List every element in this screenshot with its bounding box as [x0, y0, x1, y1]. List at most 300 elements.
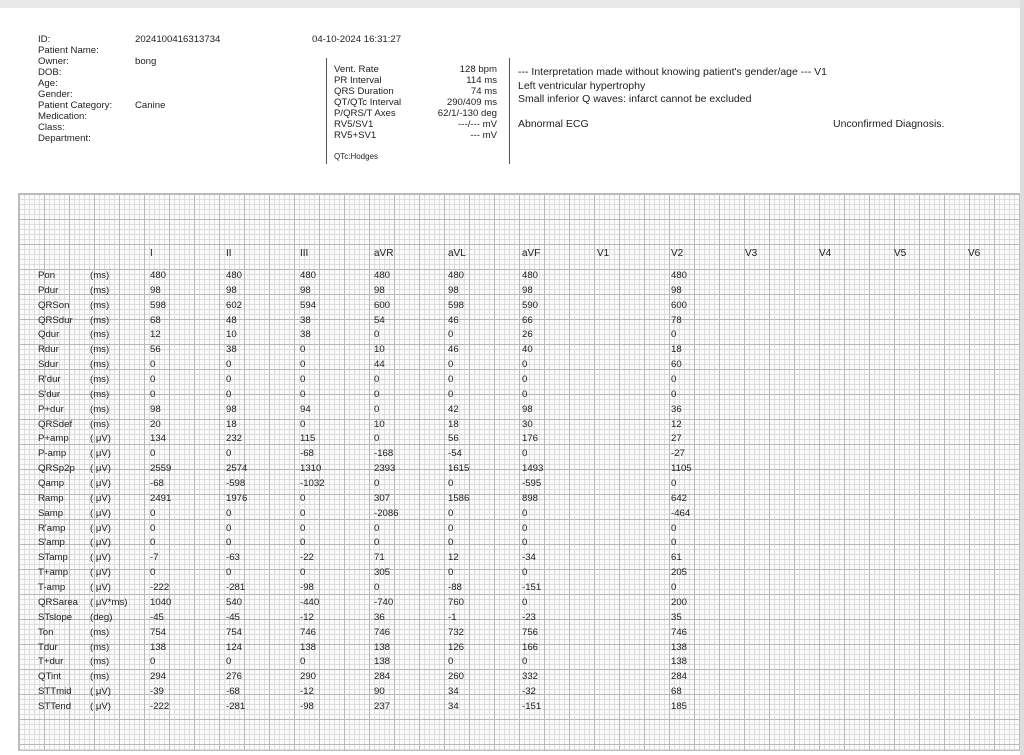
- table-cell: -222: [150, 700, 170, 712]
- table-cell: 2393: [374, 463, 396, 475]
- table-cell: 0: [374, 374, 380, 386]
- row-unit: ( μV*ms): [90, 596, 128, 608]
- table-cell: 98: [226, 284, 237, 296]
- table-cell: 0: [226, 567, 232, 579]
- table-cell: 0: [448, 329, 454, 341]
- table-cell: 0: [671, 388, 677, 400]
- table-cell: 540: [226, 596, 243, 608]
- table-cell: 0: [522, 656, 528, 668]
- table-cell: 20: [150, 418, 161, 430]
- table-cell: 2491: [150, 492, 172, 504]
- row-unit: ( μV): [90, 700, 111, 712]
- table-cell: 68: [671, 686, 682, 698]
- measurement-label: QT/QTc Interval: [334, 97, 402, 108]
- table-cell: 176: [522, 433, 539, 445]
- row-name: Qdur: [38, 329, 60, 341]
- table-cell: 0: [448, 374, 454, 386]
- row-name: T+dur: [38, 656, 64, 668]
- table-cell: 0: [226, 374, 232, 386]
- table-cell: -98: [300, 700, 314, 712]
- table-cell: 0: [448, 388, 454, 400]
- table-cell: 0: [150, 537, 156, 549]
- lead-header: aVR: [374, 248, 394, 259]
- table-cell: 124: [226, 641, 243, 653]
- table-cell: 0: [300, 359, 306, 371]
- table-cell: 0: [150, 656, 156, 668]
- table-cell: 480: [448, 270, 465, 281]
- row-unit: (ms): [90, 299, 110, 311]
- table-cell: -1032: [300, 478, 325, 490]
- table-cell: -12: [300, 686, 314, 698]
- table-cell: 0: [448, 522, 454, 534]
- table-cell: 0: [448, 567, 454, 579]
- table-cell: 0: [300, 492, 306, 504]
- table-cell: 10: [374, 418, 385, 430]
- row-name: T+amp: [38, 567, 69, 579]
- row-unit: ( μV): [90, 686, 111, 698]
- row-unit: (ms): [90, 284, 110, 296]
- row-name: R'dur: [38, 374, 61, 386]
- table-cell: 42: [448, 403, 459, 415]
- row-name: R'amp: [38, 522, 66, 534]
- row-name: S'dur: [38, 388, 61, 400]
- row-name: QRSdur: [38, 314, 73, 326]
- table-cell: 600: [374, 299, 391, 311]
- table-cell: 0: [374, 582, 380, 594]
- table-cell: 746: [671, 626, 688, 638]
- table-cell: 480: [150, 270, 167, 281]
- lead-header: V3: [745, 248, 758, 259]
- table-cell: 0: [374, 433, 380, 445]
- table-cell: 284: [671, 671, 688, 683]
- table-cell: 0: [300, 567, 306, 579]
- table-cell: -7: [150, 552, 159, 564]
- table-cell: 594: [300, 299, 317, 311]
- table-cell: 0: [150, 522, 156, 534]
- field-label: Owner:: [38, 56, 69, 67]
- table-cell: 0: [150, 374, 156, 386]
- record-datetime: 04-10-2024 16:31:27: [312, 34, 402, 45]
- table-cell: 166: [522, 641, 539, 653]
- table-cell: 138: [300, 641, 317, 653]
- table-cell: -12: [300, 611, 314, 623]
- row-unit: (ms): [90, 641, 110, 653]
- patient-field-values: [135, 34, 220, 144]
- interpretation-line: --- Interpretation made without knowing patient's gender/age --- V1: [518, 66, 828, 78]
- table-cell: 35: [671, 611, 682, 623]
- measurement-value: --- mV: [470, 130, 497, 141]
- table-cell: 0: [671, 478, 677, 490]
- table-cell: -68: [226, 686, 240, 698]
- row-unit: ( μV): [90, 567, 111, 579]
- table-cell: 732: [448, 626, 465, 638]
- row-name: P+dur: [38, 403, 64, 415]
- table-cell: 0: [522, 374, 528, 386]
- row-name: Ramp: [38, 492, 64, 504]
- row-unit: (deg): [90, 611, 113, 623]
- row-unit: (ms): [90, 418, 110, 430]
- table-cell: 36: [374, 611, 385, 623]
- table-cell: 276: [226, 671, 243, 683]
- row-name: STTend: [38, 700, 72, 712]
- table-cell: 98: [671, 284, 682, 296]
- table-cell: 0: [671, 329, 677, 341]
- table-cell: 0: [374, 522, 380, 534]
- field-value: 2024100416313734: [135, 34, 221, 45]
- field-label: DOB:: [38, 67, 62, 78]
- field-label: Class:: [38, 122, 65, 133]
- table-cell: 0: [671, 374, 677, 386]
- table-cell: -27: [671, 448, 685, 460]
- table-cell: 746: [300, 626, 317, 638]
- table-cell: 34: [448, 700, 459, 712]
- table-cell: 1040: [150, 596, 172, 608]
- table-cell: 18: [671, 344, 682, 356]
- table-cell: 54: [374, 314, 385, 326]
- field-value: [135, 133, 220, 144]
- table-cell: 0: [300, 418, 306, 430]
- row-name: QRSdef: [38, 418, 73, 430]
- table-cell: 126: [448, 641, 465, 653]
- table-cell: 0: [522, 567, 528, 579]
- table-cell: 480: [300, 270, 317, 281]
- measurement-value: 74 ms: [470, 86, 497, 97]
- table-cell: 34: [448, 686, 459, 698]
- measurement-label: P/QRS/T Axes: [334, 108, 396, 119]
- table-cell: 754: [226, 626, 243, 638]
- table-cell: 0: [226, 656, 232, 668]
- table-cell: -464: [671, 507, 691, 519]
- field-value: [135, 78, 220, 89]
- lead-header: V1: [597, 248, 610, 259]
- table-cell: 0: [448, 478, 454, 490]
- table-cell: 0: [374, 478, 380, 490]
- table-cell: 294: [150, 671, 167, 683]
- field-value: [135, 111, 220, 122]
- table-cell: 0: [522, 522, 528, 534]
- table-cell: 98: [522, 284, 533, 296]
- row-unit: (ms): [90, 344, 110, 356]
- table-cell: 305: [374, 567, 391, 579]
- patient-field-labels: [38, 34, 112, 144]
- table-cell: 1493: [522, 463, 544, 475]
- interpretation-line: Left ventricular hypertrophy: [518, 79, 646, 92]
- row-unit: ( μV): [90, 463, 111, 475]
- table-cell: 237: [374, 700, 391, 712]
- lead-header: V5: [894, 248, 907, 259]
- table-cell: 0: [374, 329, 380, 341]
- table-cell: -63: [226, 552, 240, 564]
- table-cell: 0: [300, 388, 306, 400]
- table-cell: 0: [522, 596, 528, 608]
- row-unit: (ms): [90, 388, 110, 400]
- table-cell: 480: [671, 270, 688, 281]
- row-name: STTmid: [38, 686, 72, 698]
- lead-header: I: [150, 248, 153, 259]
- row-unit: ( μV): [90, 433, 111, 445]
- table-cell: 98: [150, 284, 161, 296]
- table-cell: 756: [522, 626, 539, 638]
- table-cell: 600: [671, 299, 688, 311]
- table-cell: 290: [300, 671, 317, 683]
- table-cell: 0: [150, 359, 156, 371]
- table-cell: 38: [300, 314, 311, 326]
- table-cell: 0: [300, 537, 306, 549]
- table-cell: -39: [150, 686, 164, 698]
- table-cell: 12: [448, 552, 459, 564]
- table-cell: 754: [150, 626, 167, 638]
- table-cell: 1310: [300, 463, 322, 475]
- table-cell: -440: [300, 596, 320, 608]
- table-cell: 138: [374, 641, 391, 653]
- table-cell: 602: [226, 299, 243, 311]
- table-cell: 0: [522, 507, 528, 519]
- table-cell: 1615: [448, 463, 470, 475]
- table-cell: 40: [522, 344, 533, 356]
- field-value: [135, 67, 220, 78]
- table-cell: -54: [448, 448, 462, 460]
- table-cell: 66: [522, 314, 533, 326]
- table-cell: 10: [374, 344, 385, 356]
- measurement-value: 62/1/-130 deg: [437, 108, 497, 119]
- table-cell: 78: [671, 314, 682, 326]
- table-cell: 898: [522, 492, 539, 504]
- row-name: QRSarea: [38, 596, 78, 608]
- table-cell: -2086: [374, 507, 399, 519]
- table-cell: 480: [522, 270, 539, 281]
- interpretation-line: Small inferior Q waves: infarct cannot be excluded: [518, 93, 752, 105]
- row-name: T-amp: [38, 582, 66, 594]
- row-name: QRSp2p: [38, 463, 75, 475]
- table-cell: 1105: [671, 463, 692, 475]
- table-cell: 0: [671, 522, 677, 534]
- table-cell: 332: [522, 671, 539, 683]
- field-value: [135, 45, 220, 56]
- table-cell: 98: [374, 284, 385, 296]
- table-cell: 30: [522, 418, 533, 430]
- row-name: Sdur: [38, 359, 59, 371]
- table-cell: 0: [374, 537, 380, 549]
- table-cell: 94: [300, 403, 311, 415]
- table-cell: 90: [374, 686, 385, 698]
- table-cell: 36: [671, 403, 682, 415]
- table-cell: 0: [522, 537, 528, 549]
- table-cell: 0: [150, 388, 156, 400]
- table-cell: 46: [448, 314, 459, 326]
- table-cell: 0: [300, 656, 306, 668]
- field-value: bong: [135, 56, 157, 67]
- field-label: Department:: [38, 133, 91, 144]
- table-cell: 0: [300, 374, 306, 386]
- table-cell: 0: [374, 403, 380, 415]
- field-label: Patient Category:: [38, 100, 113, 111]
- field-label: ID:: [38, 34, 51, 45]
- table-cell: -595: [522, 478, 542, 490]
- table-cell: 0: [226, 507, 232, 519]
- table-cell: 0: [448, 359, 454, 371]
- qtc-note: QTc:Hodges: [334, 152, 379, 161]
- table-cell: 60: [671, 359, 682, 371]
- page-top-edge: [0, 0, 1024, 8]
- table-cell: 56: [150, 344, 161, 356]
- row-unit: (ms): [90, 329, 110, 341]
- table-cell: -68: [300, 448, 314, 460]
- table-cell: 746: [374, 626, 391, 638]
- table-cell: -281: [226, 700, 246, 712]
- table-cell: 284: [374, 671, 391, 683]
- row-unit: (ms): [90, 374, 110, 386]
- table-cell: 18: [226, 418, 237, 430]
- table-cell: 232: [226, 433, 243, 445]
- field-value: [135, 89, 220, 100]
- table-cell: 480: [374, 270, 391, 281]
- measurement-label: RV5/SV1: [334, 119, 374, 130]
- table-cell: 1586: [448, 492, 470, 504]
- table-cell: 38: [226, 344, 237, 356]
- table-cell: 598: [150, 299, 167, 311]
- table-cell: 0: [448, 656, 454, 668]
- table-cell: 115: [300, 433, 316, 445]
- table-cell: 598: [448, 299, 465, 311]
- table-cell: 0: [150, 507, 156, 519]
- table-cell: 0: [671, 582, 677, 594]
- table-cell: 2574: [226, 463, 248, 475]
- table-cell: 0: [226, 388, 232, 400]
- table-cell: 12: [671, 418, 682, 430]
- table-cell: 480: [226, 270, 243, 281]
- table-cell: 27: [671, 433, 682, 445]
- row-unit: ( μV): [90, 507, 111, 519]
- measurement-label: RV5+SV1: [334, 130, 377, 141]
- field-label: Gender:: [38, 89, 73, 100]
- table-cell: 0: [374, 388, 380, 400]
- lead-header: aVF: [522, 248, 541, 259]
- row-name: Ton: [38, 626, 54, 638]
- measurement-label: QRS Duration: [334, 86, 394, 97]
- table-cell: -168: [374, 448, 394, 460]
- table-cell: 0: [226, 359, 232, 371]
- table-cell: -281: [226, 582, 246, 594]
- page-side-edge: [1020, 0, 1024, 755]
- table-cell: 38: [300, 329, 311, 341]
- measurement-label: PR Interval: [334, 75, 382, 86]
- table-cell: 205: [671, 567, 688, 579]
- table-cell: -34: [522, 552, 536, 564]
- row-name: P+amp: [38, 433, 69, 445]
- table-cell: 10: [226, 329, 237, 341]
- lead-header: aVL: [448, 248, 466, 259]
- row-name: STslope: [38, 611, 73, 623]
- row-unit: (ms): [90, 626, 110, 638]
- table-cell: 0: [150, 567, 156, 579]
- table-cell: 0: [150, 448, 156, 460]
- table-cell: -68: [150, 478, 164, 490]
- table-cell: 48: [226, 314, 237, 326]
- table-cell: 0: [300, 344, 306, 356]
- table-cell: 56: [448, 433, 459, 445]
- table-cell: 0: [671, 537, 677, 549]
- table-cell: 0: [448, 537, 454, 549]
- measurement-labels: [334, 64, 401, 141]
- table-cell: 61: [671, 552, 682, 564]
- table-cell: 0: [522, 448, 528, 460]
- table-cell: 0: [226, 522, 232, 534]
- row-name: QRSon: [38, 299, 70, 311]
- row-name: Qamp: [38, 478, 65, 490]
- row-name: Pon: [38, 270, 56, 281]
- table-cell: -88: [448, 582, 462, 594]
- lead-header: III: [300, 248, 309, 259]
- table-cell: 0: [300, 522, 306, 534]
- row-name: Tdur: [38, 641, 58, 653]
- row-unit: ( μV): [90, 478, 111, 490]
- table-cell: 134: [150, 433, 167, 445]
- row-unit: (ms): [90, 270, 110, 281]
- table-cell: -22: [300, 552, 314, 564]
- row-name: P-amp: [38, 448, 67, 460]
- field-value: [135, 122, 220, 133]
- table-cell: 98: [300, 284, 311, 296]
- table-cell: 0: [226, 448, 232, 460]
- field-value: Canine: [135, 100, 166, 111]
- table-cell: 0: [300, 507, 306, 519]
- row-unit: ( μV): [90, 552, 111, 564]
- table-cell: 200: [671, 596, 688, 608]
- row-unit: (ms): [90, 359, 110, 371]
- table-cell: -23: [522, 611, 536, 623]
- lead-header: II: [226, 248, 232, 259]
- row-unit: ( μV): [90, 582, 111, 594]
- table-cell: 0: [226, 537, 232, 549]
- lead-header: V4: [819, 248, 832, 259]
- row-unit: ( μV): [90, 537, 111, 549]
- table-cell: -32: [522, 686, 536, 698]
- row-name: S'amp: [38, 537, 65, 549]
- lead-header: V6: [968, 248, 981, 259]
- table-cell: 98: [448, 284, 459, 296]
- table-cell: 138: [374, 656, 391, 668]
- table-cell: 18: [448, 418, 459, 430]
- row-name: Samp: [38, 507, 64, 519]
- table-cell: 0: [448, 507, 454, 519]
- field-label: Age:: [38, 78, 58, 89]
- table-cell: 0: [522, 388, 528, 400]
- row-unit: ( μV): [90, 448, 111, 460]
- table-cell: 2559: [150, 463, 172, 475]
- table-cell: -45: [226, 611, 240, 623]
- table-cell: -151: [522, 700, 542, 712]
- table-cell: 44: [374, 359, 385, 371]
- table-cell: -151: [522, 582, 542, 594]
- table-cell: -598: [226, 478, 246, 490]
- table-cell: -98: [300, 582, 314, 594]
- measurement-values: [400, 64, 497, 141]
- table-cell: 98: [522, 403, 533, 415]
- table-cell: 590: [522, 299, 539, 311]
- interpretation-text: [518, 66, 827, 107]
- measurement-value: 128 bpm: [459, 64, 497, 75]
- measurement-value: 290/409 ms: [446, 97, 497, 108]
- row-name: QTint: [38, 671, 62, 683]
- table-cell: 46: [448, 344, 459, 356]
- table-cell: 307: [374, 492, 391, 504]
- measurement-value: 114 ms: [466, 75, 497, 86]
- row-unit: (ms): [90, 314, 110, 326]
- row-name: Rdur: [38, 344, 59, 356]
- row-unit: (ms): [90, 403, 110, 415]
- table-cell: 185: [671, 700, 688, 712]
- measurement-label: Vent. Rate: [334, 64, 379, 75]
